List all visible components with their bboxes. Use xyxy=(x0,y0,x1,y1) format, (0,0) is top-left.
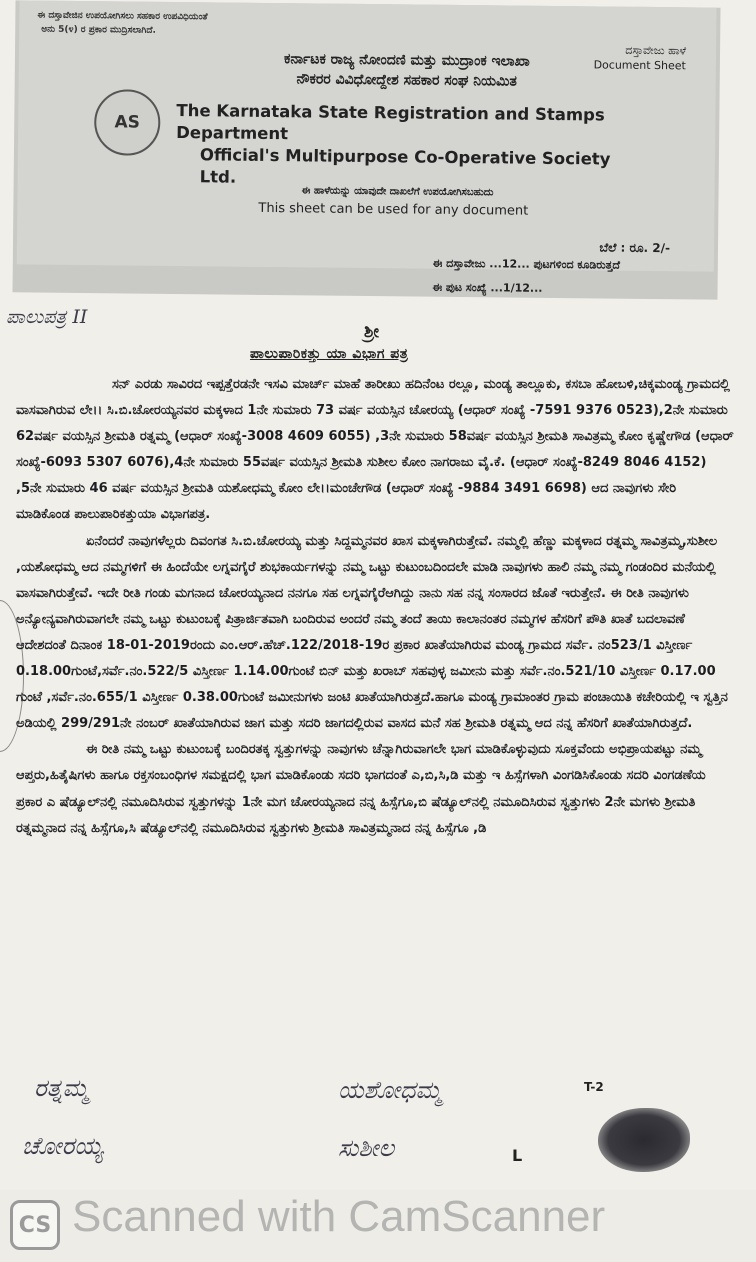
department-kn-line1: ಕರ್ನಾಟಕ ರಾಜ್ಯ ನೋಂದಣಿ ಮತ್ತು ಮುದ್ರಾಂಕ ಇಲಾಖಾ xyxy=(283,51,530,70)
signature-susheela: ಸುಶೀಲ xyxy=(338,1134,394,1162)
invocation: ಶ್ರೀ xyxy=(364,322,379,342)
department-en-line2: Official's Multipurpose Co-Operative Society Ltd. xyxy=(199,145,611,187)
signature-ratnamma: ರತ್ನಮ್ಮ xyxy=(34,1074,89,1102)
society-emblem: AS xyxy=(94,89,161,156)
document-sheet-kn: ದಸ್ತಾವೇಜು ಹಾಳೆ xyxy=(625,43,687,58)
page-count-note: ಈ ದಸ್ತಾವೇಜು ...12... ಪುಟಗಳಿಂದ ಕೂಡಿರುತ್ತದೆ xyxy=(432,256,621,272)
department-en-line1: The Karnataka State Registration and Stamps Department xyxy=(176,101,605,144)
stamp-paper-header xyxy=(12,0,720,299)
camscanner-logo-icon: CS xyxy=(10,1200,60,1250)
department-kn-line2: ನೌಕರರ ವಿವಿಧೋದ್ದೇಶ ಸಹಕಾರ ಸಂಘ ನಿಯಮಿತ xyxy=(296,71,517,90)
use-note-english: This sheet can be used for any document xyxy=(258,200,529,219)
corner-note-line1: ಈ ದಸ್ತಾವೇಜಿನ ಉಪಯೋಗಿಸಲು ಸಹಕಾರ ಉಪವಿಧಿಯಂತೆ xyxy=(37,10,208,23)
signature-yashodhamma: ಯಶೋಧಮ್ಮ xyxy=(338,1076,442,1104)
corner-note-line2: ಅನು 5(೪) ರ ಪ್ರಕಾರ ಮುದ್ರಿಸಲಾಗಿದೆ. xyxy=(41,24,157,36)
signature-chorayya: ಚೋರಯ್ಯ xyxy=(22,1132,104,1160)
mark-t: T-2 xyxy=(584,1080,604,1094)
stamp-price: ಬೆಲೆ : ರೂ. 2/- xyxy=(599,240,671,256)
page-number-note: ಈ ಪುಟ ಸಂಖ್ಯೆ ...1/12... xyxy=(432,280,543,295)
document-sheet-en: Document Sheet xyxy=(593,58,686,73)
document-title: ಪಾಲುಪಾರಿಕತ್ತು ಯಾ ವಿಭಾಗ ಪತ್ರ xyxy=(250,346,409,362)
paragraph-1: ಸನ್ ಎರಡು ಸಾವಿರದ ಇಪ್ಪತ್ತೆರಡನೇ ಇಸವಿ ಮಾರ್ಚ್ ಮಾಹೆ ತಾರೀಖು ಹದಿನೆಂಟ ರಲ್ಲೂ, ಮಂಡ್ಯ ತಾಲ್ಲೂಕು, ಕಸಬಾ ಹೋಬಳಿ,ಚಿಕ್ಕಮಂಡ್ಯ ಗ್ರಾಮದಲ್ಲಿ ವಾಸವಾಗಿರುವ ಲೇ।। ಸಿ.ಬಿ.ಚೋರಯ್ಯನವರ ಮಕ್ಕಳಾದ 1ನೇ ಸುಮಾರು 73 ವರ್ಷ ವಯಸ್ಸಿನ ಚೋರಯ್ಯ (ಆಧಾರ್ ಸಂಖ್ಯೆ -7591 9376 0523),2ನೇ ಸುಮಾರು 62ವರ್ಷ ವಯಸ್ಸಿನ ಶ್ರೀಮತಿ ರತ್ನಮ್ಮ (ಆಧಾರ್ ಸಂಖ್ಯೆ-3008 4609 6055) ,3ನೇ ಸುಮಾರು 58ವರ್ಷ ವಯಸ್ಸಿನ ಶ್ರೀಮತಿ ಸಾವಿತ್ರಮ್ಮ ಕೋಂ ಕೃಷ್ಣೇಗೌಡ (ಆಧಾರ್ ಸಂಖ್ಯೆ-6093 5307 6076),4ನೇ ಸುಮಾರು 55ವರ್ಷ ವಯಸ್ಸಿನ ಶ್ರೀಮತಿ ಸುಶೀಲ ಕೋಂ ನಾಗರಾಜು ವೈ.ಕೆ. (ಆಧಾರ್ ಸಂಖ್ಯೆ-8249 8046 4152) ,5ನೇ ಸುಮಾರು 46 ವರ್ಷ ವಯಸ್ಸಿನ ಶ್ರೀಮತಿ ಯಶೋಧಮ್ಮ ಕೋಂ ಲೇ।।ಮಂಚೇಗೌಡ (ಆಧಾರ್ ಸಂಖ್ಯೆ -9884 3491 6698) ಆದ ನಾವುಗಳು ಸೇರಿ ಮಾಡಿಕೊಂಡ ಪಾಲುಪಾರಿಕತ್ತುಯಾ ವಿಭಾಗಪತ್ರ. xyxy=(16,377,734,523)
department-name-english xyxy=(176,100,637,193)
use-note-kannada: ಈ ಹಾಳೆಯನ್ನು ಯಾವುದೇ ದಾಖಲೆಗೆ ಉಪಯೋಗಿಸಬಹುದು xyxy=(301,185,494,199)
department-name-kannada xyxy=(197,48,617,92)
scanner-watermark: Scanned with CamScanner xyxy=(72,1192,606,1241)
handwritten-heading: ಪಾಲುಪತ್ರ II xyxy=(6,306,88,328)
thumb-impression xyxy=(598,1108,690,1172)
document-body xyxy=(16,372,734,842)
mark-l: L xyxy=(512,1146,523,1165)
paragraph-3: ಈ ರೀತಿ ನಮ್ಮ ಒಟ್ಟು ಕುಟುಂಬಕ್ಕೆ ಬಂದಿರತಕ್ಕ ಸ್ವತ್ತುಗಳನ್ನು ನಾವುಗಳು ಚೆನ್ನಾಗಿರುವಾಗಲೇ ಭಾಗ ಮಾಡಿಕೊಳ್ಳುವುದು ಸೂಕ್ತವೆಂದು ಅಭಿಪ್ರಾಯಪಟ್ಟು ನಮ್ಮ ಆಪ್ತರು,ಹಿತೈಷಿಗಳು ಹಾಗೂ ರಕ್ತಸಂಬಂಧಿಗಳ ಸಮಕ್ಷದಲ್ಲಿ ಭಾಗ ಮಾಡಿಕೊಂಡು ಸದರಿ ಭಾಗದಂತೆ ಎ,ಬಿ,ಸಿ,ಡಿ ಮತ್ತು ಇ ಹಿಸ್ಸೆಗಳಾಗಿ ವಿಂಗಡಿಸಿಕೊಂಡು ಸದರಿ ವಿಂಗಡಣೆಯ ಪ್ರಕಾರ ಎ ಷೆಡ್ಯೂಲ್‌ನಲ್ಲಿ ನಮೂದಿಸಿರುವ ಸ್ವತ್ತುಗಳನ್ನು 1ನೇ ಮಗ ಚೋರಯ್ಯನಾದ ನನ್ನ ಹಿಸ್ಸೆಗೂ,ಬಿ ಷೆಡ್ಯೂಲ್‌ನಲ್ಲಿ ನಮೂದಿಸಿರುವ ಸ್ವತ್ತುಗಳು 2ನೇ ಮಗಳು ಶ್ರೀಮತಿ ರತ್ನಮ್ಮನಾದ ನನ್ನ ಹಿಸ್ಸೆಗೂ,ಸಿ ಷೆಡ್ಯೂಲ್‌ನಲ್ಲಿ ನಮೂದಿಸಿರುವ ಸ್ವತ್ತುಗಳು ಶ್ರೀಮತಿ ಸಾವಿತ್ರಮ್ಮನಾದ ನನ್ನ ಹಿಸ್ಸೆಗೂ ,ಡಿ xyxy=(16,742,706,836)
paragraph-2: ಏನೆಂದರೆ ನಾವುಗಳೆಲ್ಲರು ದಿವಂಗತ ಸಿ.ಬಿ.ಚೋರಯ್ಯ ಮತ್ತು ಸಿದ್ದಮ್ಮನವರ ಖಾಸ ಮಕ್ಕಳಾಗಿರುತ್ತೇವೆ. ನಮ್ಮಲ್ಲಿ ಹೆಣ್ಣು ಮಕ್ಕಳಾದ ರತ್ನಮ್ಮ ಸಾವಿತ್ರಮ್ಮ,ಸುಶೀಲ ,ಯಶೋಧಮ್ಮ ಆದ ನಮ್ಮಗಳಿಗೆ ಈ ಹಿಂದೆಯೇ ಲಗ್ನವಗೈರೆ ಶುಭಕಾರ್ಯಗಳನ್ನು ನಮ್ಮ ಒಟ್ಟು ಕುಟುಂಬದಿಂದಲೇ ಮಾಡಿ ನಾವುಗಳು ಹಾಲಿ ನಮ್ಮ ನಮ್ಮ ಗಂಡಂದಿರ ಮನೆಯಲ್ಲಿ ವಾಸವಾಗಿರುತ್ತೇವೆ. ಇದೇ ರೀತಿ ಗಂಡು ಮಗನಾದ ಚೋರಯ್ಯನಾದ ನನಗೂ ಸಹ ಲಗ್ನವಗೈರೆಆಗಿದ್ದು ನಾನು ಸಹ ನನ್ನ ಸಂಸಾರದ ಜೊತೆ ಇರುತ್ತೇನೆ. ಈ ರೀತಿ ನಾವುಗಳು ಅನ್ಯೋನ್ಯವಾಗಿರುವಾಗಲೇ ನಮ್ಮ ಒಟ್ಟು ಕುಟುಂಬಕ್ಕೆ ಪಿತ್ರಾರ್ಜಿತವಾಗಿ ಬಂದಿರುವ ಅಂದರೆ ನಮ್ಮ ತಂದೆ ತಾಯಿ ಕಾಲಾನಂತರ ನಮ್ಮಗಳ ಹೆಸರಿಗೆ ಪೌತಿ ಖಾತೆ ಬದಲಾವಣೆ ಆದೇಶದಂತೆ ದಿನಾಂಕ 18-01-2019ರಂದು ಎಂ.ಆರ್.ಹೆಚ್.122/2018-19ರ ಪ್ರಕಾರ ಖಾತೆಯಾಗಿರುವ ಮಂಡ್ಯ ಗ್ರಾಮದ ಸರ್ವೆ. ನಂ523/1 ವಿಸ್ತೀರ್ಣ 0.18.00ಗುಂಟೆ,ಸರ್ವೆ.ನಂ.522/5 ವಿಸ್ತೀರ್ಣ 1.14.00ಗುಂಟೆ ಬಿನ್ ಮತ್ತು ಖರಾಬ್ ಸಹವುಳ್ಳ ಜಮೀನು ಮತ್ತು ಸರ್ವೆ.ನಂ.521/10 ವಿಸ್ತೀರ್ಣ 0.17.00 ಗುಂಟೆ ,ಸರ್ವೆ.ನಂ.655/1 ವಿಸ್ತೀರ್ಣ 0.38.00ಗುಂಟೆ ಜಮೀನುಗಳು ಜಂಟಿ ಖಾತೆಯಾಗಿರುತ್ತದೆ.ಹಾಗೂ ಮಂಡ್ಯ ಗ್ರಾಮಾಂತರ ಗ್ರಾಮ ಪಂಚಾಯಿತಿ ಕಚೇರಿಯಲ್ಲಿ ಇ ಸ್ವತ್ತಿನ ಅಡಿಯಲ್ಲಿ 299/291ನೇ ನಂಬರ್ ಖಾತೆಯಾಗಿರುವ ಜಾಗ ಮತ್ತು ಸದರಿ ಜಾಗದಲ್ಲಿರುವ ವಾಸದ ಮನೆ ಸಹ ಶ್ರೀಮತಿ ರತ್ನಮ್ಮ ಆದ ನನ್ನ ಹೆಸರಿಗೆ ಖಾತೆಯಾಗಿರುತ್ತದೆ. xyxy=(16,533,728,732)
